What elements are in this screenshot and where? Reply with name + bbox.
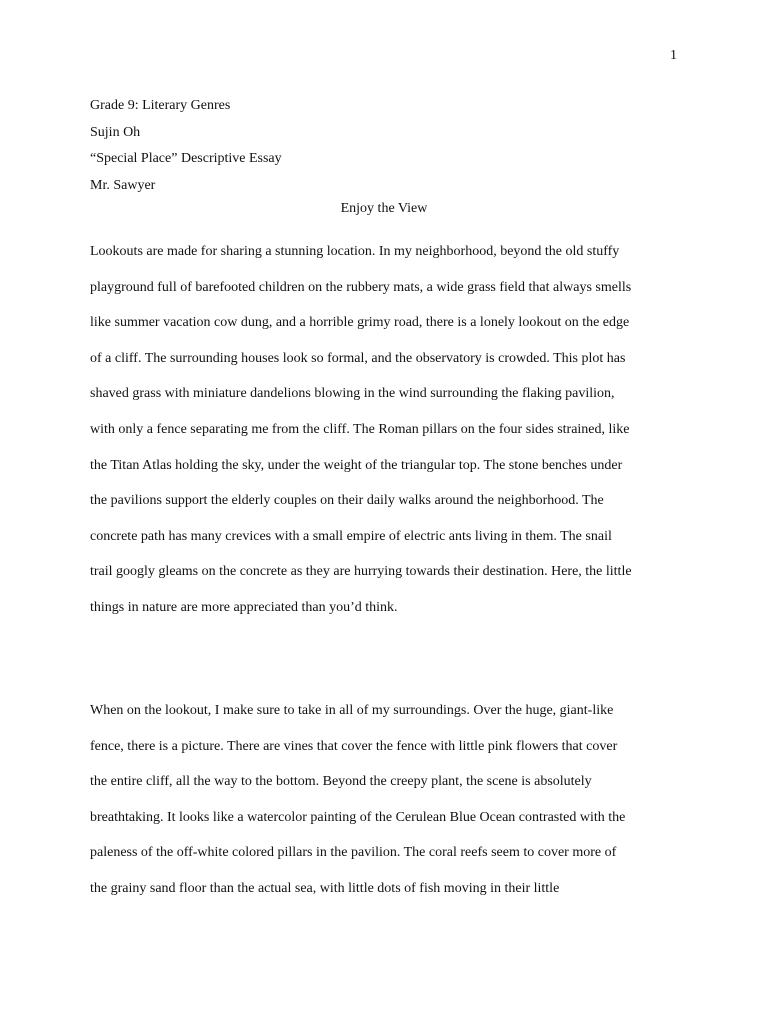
- text-line: concrete path has many crevices with a small empire of electric ants living in them. The snail: [90, 528, 612, 544]
- heading-author: Sujin Oh: [90, 124, 141, 140]
- text-line: with only a fence separating me from the cliff. The Roman pillars on the four sides strained, like: [90, 421, 630, 437]
- heading-course: Grade 9: Literary Genres: [90, 98, 231, 113]
- text-line: shaved grass with miniature dandelions blowing in the wind surrounding the flaking pavilion,: [90, 386, 615, 402]
- text-line: breathtaking. It looks like a watercolor painting of the Cerulean Blue Ocean contrasted with the: [90, 809, 626, 825]
- text-line: fence, there is a picture. There are vines that cover the fence with little pink flowers that cover: [90, 738, 618, 754]
- essay-heading: [90, 93, 282, 199]
- heading-assignment: “Special Place” Descriptive Essay: [90, 151, 282, 166]
- text-line: the pavilions support the elderly couples on their daily walks around the neighborhood. The: [90, 493, 604, 509]
- text-line: playground full of barefooted children on the rubbery mats, a wide grass field that always smells: [90, 279, 632, 295]
- essay-title: Enjoy the View: [340, 201, 428, 216]
- text-line: trail googly gleams on the concrete as they are hurrying towards their destination. Here, the little: [90, 564, 632, 580]
- text-line: When on the lookout, I make sure to take in all of my surroundings. Over the huge, giant-like: [90, 703, 614, 718]
- text-line: of a cliff. The surrounding houses look so formal, and the observatory is crowded. This plot has: [90, 350, 626, 366]
- text-line: like summer vacation cow dung, and a horrible grimy road, there is a lonely lookout on the edge: [90, 315, 630, 331]
- text-line: Lookouts are made for sharing a stunning location. In my neighborhood, beyond the old stuffy: [90, 244, 620, 259]
- paragraph-2: [90, 693, 680, 907]
- text-line: the grainy sand floor than the actual sea, with little dots of fish moving in their little: [90, 880, 560, 896]
- page-number: 1: [670, 48, 677, 63]
- text-line: paleness of the off-white colored pillars in the pavilion. The coral reefs seem to cover more of: [90, 845, 617, 861]
- text-line: the Titan Atlas holding the sky, under the weight of the triangular top. The stone benches under: [90, 457, 623, 473]
- text-line: things in nature are more appreciated than you’d think.: [90, 599, 398, 615]
- text-line: the entire cliff, all the way to the bottom. Beyond the creepy plant, the scene is absolutely: [90, 774, 592, 790]
- heading-teacher: Mr. Sawyer: [90, 177, 156, 193]
- paragraph-1: [90, 234, 680, 626]
